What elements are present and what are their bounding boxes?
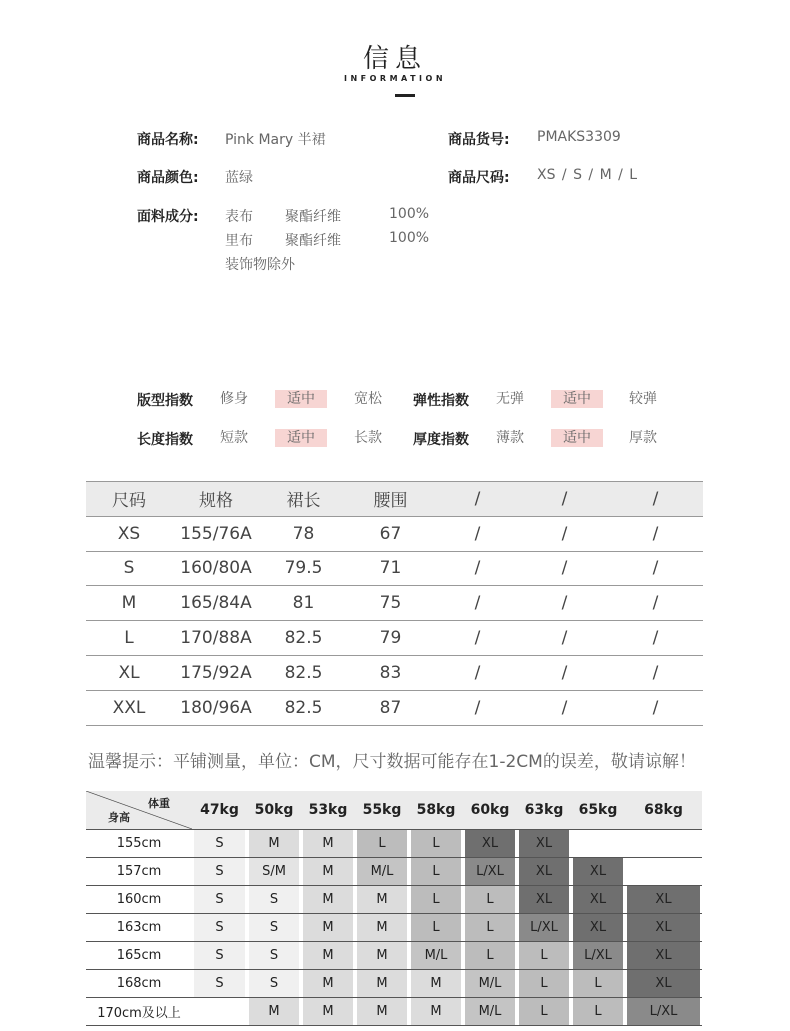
size-cell [355,998,409,1026]
table-row [86,516,703,551]
size-cell [517,858,571,886]
size-value: S [194,886,245,913]
size-cell [463,830,517,858]
fabric-label: 面料成分: [137,209,199,225]
fabric-part: 表布 [225,209,253,225]
size-value: L [411,830,461,857]
size-value: L [573,998,623,1025]
table-cell: / [521,621,608,656]
table-cell: 75 [347,586,434,621]
size-value: L/XL [519,914,569,941]
table-cell: / [434,586,521,621]
size-cell [409,998,463,1026]
size-value: L [465,914,515,941]
size-cell [409,914,463,942]
size-cell [247,886,301,914]
height-cell: 157cm [86,858,192,886]
size-cell [571,914,625,942]
size-cell [571,886,625,914]
weight-header-cell: 55kg [355,791,409,830]
height-cell: 165cm [86,942,192,970]
table-cell: / [608,690,703,725]
size-cell [192,886,247,914]
size-cell [409,830,463,858]
fit-length-option: 适中 [275,429,327,447]
size-value: L [519,998,569,1025]
fabric-material: 聚酯纤维 [285,233,341,249]
size-cell [247,830,301,858]
size-cell [247,942,301,970]
table-cell: 160/80A [172,551,260,586]
size-cell [409,970,463,998]
size-cell [409,858,463,886]
size-value: M [303,914,353,941]
table-cell: 79.5 [260,551,347,586]
weight-header-cell: 58kg [409,791,463,830]
size-cell [355,914,409,942]
table-cell: 81 [260,586,347,621]
weight-header-cell: 47kg [192,791,247,830]
fit-version-option: 宽松 [354,391,382,407]
size-cell [517,914,571,942]
table-cell: / [521,655,608,690]
size-cell [517,886,571,914]
table-row [86,858,702,886]
height-axis-label: 身高 [108,811,130,824]
weight-header-cell: 50kg [247,791,301,830]
table-cell: / [521,690,608,725]
table-cell: 82.5 [260,621,347,656]
size-value: S [194,914,245,941]
size-cell [463,886,517,914]
table-row [86,830,702,858]
table-cell: 155/76A [172,516,260,551]
fabric-percent: 100% [389,206,430,222]
size-cell [571,858,625,886]
size-value: M [357,942,407,969]
table-cell: S [86,551,172,586]
size-cell [355,970,409,998]
size-cell [247,858,301,886]
weight-header-cell: 63kg [517,791,571,830]
size-value: M/L [411,942,461,969]
size-value [573,830,623,857]
size-value: M [357,970,407,997]
size-cell [301,998,355,1026]
size-cell [301,886,355,914]
size-value: M [357,998,407,1025]
table-cell: 87 [347,690,434,725]
table-cell: 82.5 [260,655,347,690]
size-value: M [303,886,353,913]
size-cell [517,998,571,1026]
fit-version-label: 版型指数 [137,393,193,409]
table-cell: / [434,516,521,551]
fit-length-option: 长款 [354,430,382,446]
table-cell: M [86,586,172,621]
size-value: L/XL [627,998,700,1025]
table-cell: L [86,621,172,656]
size-cell [301,858,355,886]
size-value: L [411,886,461,913]
size-cell [355,830,409,858]
size-value: S [249,970,299,997]
fit-version-option: 适中 [275,390,327,408]
corner-cell [86,791,192,830]
table-cell: / [521,516,608,551]
table-header-cell: / [608,482,703,517]
table-row [86,690,703,725]
height-cell: 170cm及以上 [86,998,192,1026]
size-cell [571,942,625,970]
size-table [86,481,703,726]
size-value: XL [519,830,569,857]
size-cell [301,830,355,858]
measurement-tip: 温馨提示：平铺测量，单位：CM，尺寸数据可能存在1-2CM的误差，敬请谅解！ [88,752,696,772]
table-cell: / [608,621,703,656]
size-cell [192,914,247,942]
size-cell [192,998,247,1026]
size-value: L [519,970,569,997]
size-cell [625,858,702,886]
size-value: XL [627,942,700,969]
height-cell: 163cm [86,914,192,942]
table-cell: / [521,586,608,621]
product-size-label: 商品尺码: [448,170,510,186]
size-value [627,858,700,885]
table-row [86,886,702,914]
size-value [194,998,245,1025]
fabric-material: 聚酯纤维 [285,209,341,225]
table-cell: XXL [86,690,172,725]
size-cell [192,942,247,970]
size-cell [247,970,301,998]
page-title: 信息 [362,44,427,74]
size-value: M [303,970,353,997]
size-cell [301,914,355,942]
size-value: S/M [249,858,299,885]
size-value: M [303,830,353,857]
table-row [86,914,702,942]
size-value: L [411,914,461,941]
fit-thickness-option: 厚款 [629,430,657,446]
product-size-value: XS / S / M / L [537,167,638,183]
size-cell [192,858,247,886]
fit-thickness-label: 厚度指数 [413,432,469,448]
table-cell: 170/88A [172,621,260,656]
table-cell: 83 [347,655,434,690]
size-cell [355,886,409,914]
size-value: XL [573,858,623,885]
size-value: XL [573,886,623,913]
size-cell [247,998,301,1026]
weight-header-cell: 60kg [463,791,517,830]
size-value: L [465,942,515,969]
size-value: XL [627,914,700,941]
table-header-cell: / [434,482,521,517]
size-value: M/L [357,858,407,885]
size-value: S [249,886,299,913]
table-cell: XS [86,516,172,551]
fit-elastic-option: 无弹 [496,391,524,407]
size-value: XL [465,830,515,857]
size-value: S [249,942,299,969]
size-cell [409,886,463,914]
product-color-value: 蓝绿 [225,170,253,186]
table-cell: 79 [347,621,434,656]
fit-thickness-option: 适中 [551,429,603,447]
fit-elastic-label: 弹性指数 [413,393,469,409]
product-name-value: Pink Mary 半裙 [225,132,326,148]
weight-header-cell: 68kg [625,791,702,830]
page-subtitle: INFORMATION [343,74,447,83]
size-cell [517,970,571,998]
table-cell: / [434,551,521,586]
size-value: M [303,942,353,969]
title-divider [395,94,415,97]
table-row [86,586,703,621]
size-cell [192,830,247,858]
size-cell [247,914,301,942]
table-row [86,942,702,970]
product-color-label: 商品颜色: [137,170,199,186]
table-row [86,621,703,656]
product-name-label: 商品名称: [137,132,199,148]
size-cell [463,998,517,1026]
size-cell [301,970,355,998]
size-value: XL [573,914,623,941]
table-cell: 180/96A [172,690,260,725]
weight-header-cell: 65kg [571,791,625,830]
product-code-value: PMAKS3309 [537,129,621,145]
table-cell: / [608,586,703,621]
size-value: S [249,914,299,941]
size-value [627,830,700,857]
fit-length-option: 短款 [220,430,248,446]
fit-length-label: 长度指数 [137,432,193,448]
table-cell: 165/84A [172,586,260,621]
table-cell: 175/92A [172,655,260,690]
size-value: L [519,942,569,969]
size-recommendation-table [86,791,702,1026]
size-value: XL [627,970,700,997]
size-cell [355,942,409,970]
size-value: M [303,858,353,885]
height-cell: 168cm [86,970,192,998]
fabric-note: 装饰物除外 [225,257,295,273]
size-value: XL [519,858,569,885]
weight-axis-label: 体重 [148,797,170,810]
weight-header-row [86,791,702,830]
table-cell: 67 [347,516,434,551]
size-value: L [573,970,623,997]
size-value: S [194,858,245,885]
size-value: M [357,886,407,913]
size-value: L [411,858,461,885]
size-value: XL [627,886,700,913]
size-value: M/L [465,998,515,1025]
size-cell [463,914,517,942]
table-header-cell: 裙长 [260,482,347,517]
fabric-part: 里布 [225,233,253,249]
size-cell [625,830,702,858]
table-cell: / [608,516,703,551]
fit-version-option: 修身 [220,391,248,407]
size-cell [517,942,571,970]
table-cell: / [608,551,703,586]
size-cell [463,970,517,998]
table-row [86,655,703,690]
table-header-cell: 尺码 [86,482,172,517]
table-header-cell: / [521,482,608,517]
table-cell: / [521,551,608,586]
table-cell: 78 [260,516,347,551]
size-cell [463,858,517,886]
height-cell: 160cm [86,886,192,914]
size-value: L [465,886,515,913]
fit-elastic-option: 较弹 [629,391,657,407]
table-cell: / [434,655,521,690]
table-header-cell: 规格 [172,482,260,517]
size-value: S [194,970,245,997]
size-cell [301,942,355,970]
size-value: L/XL [573,942,623,969]
table-cell: / [434,621,521,656]
size-value: L/XL [465,858,515,885]
size-value: XL [519,886,569,913]
recommendation-body [86,830,702,1026]
size-cell [571,970,625,998]
height-cell: 155cm [86,830,192,858]
size-cell [192,970,247,998]
size-value: M [357,914,407,941]
size-cell [625,970,702,998]
table-row [86,551,703,586]
size-value: M/L [465,970,515,997]
size-value: S [194,942,245,969]
size-cell [625,886,702,914]
size-cell [571,998,625,1026]
table-cell: 71 [347,551,434,586]
table-row [86,998,702,1026]
fabric-percent: 100% [389,230,430,246]
fit-elastic-option: 适中 [551,390,603,408]
size-cell [517,830,571,858]
diagonal-divider [86,791,192,829]
table-row [86,970,702,998]
table-cell: 82.5 [260,690,347,725]
size-value: M [411,970,461,997]
size-cell [625,914,702,942]
product-code-label: 商品货号: [448,132,510,148]
size-value: L [357,830,407,857]
table-header-cell: 腰围 [347,482,434,517]
size-value: M [303,998,353,1025]
size-value: M [411,998,461,1025]
weight-header-cell: 53kg [301,791,355,830]
table-cell: / [434,690,521,725]
size-cell [625,942,702,970]
size-value: S [194,830,245,857]
size-value: M [249,998,299,1025]
size-cell [355,858,409,886]
size-cell [409,942,463,970]
size-value: M [249,830,299,857]
size-cell [625,998,702,1026]
fit-thickness-option: 薄款 [496,430,524,446]
size-cell [463,942,517,970]
size-cell [571,830,625,858]
table-cell: XL [86,655,172,690]
size-table-header [86,482,703,517]
table-cell: / [608,655,703,690]
